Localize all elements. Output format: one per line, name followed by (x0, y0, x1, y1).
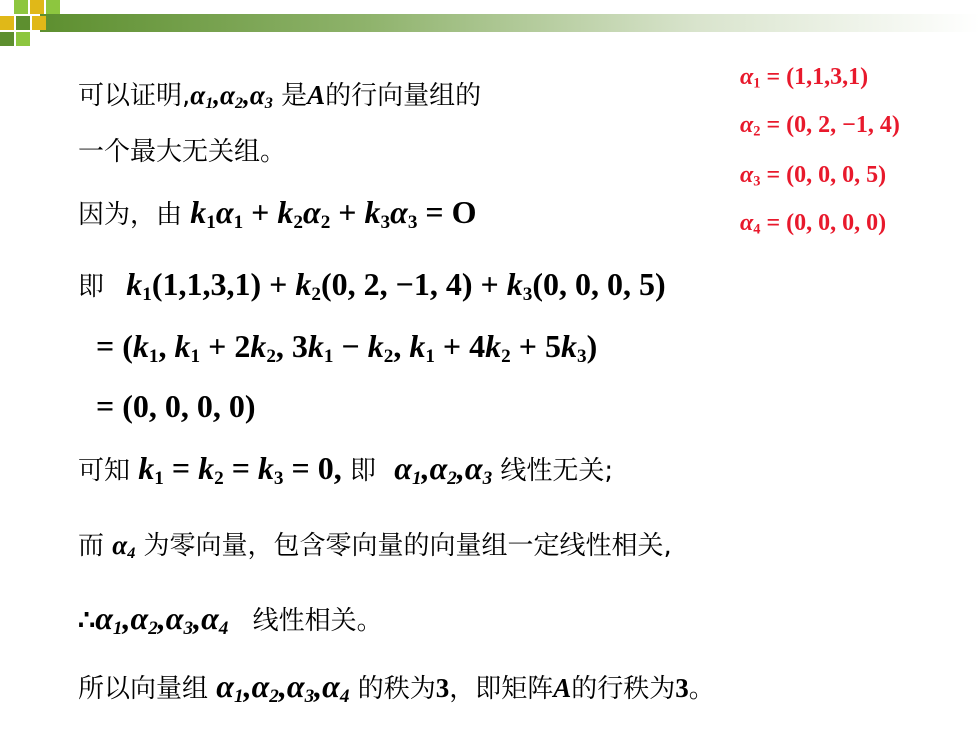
therefore-dependent-line: $\therefore\alpha_1,\alpha_2,\alpha_3,\alpha_4$ 线性相关。 (78, 600, 383, 639)
rank-conclusion-line: 所以向量组 $\alpha_1,\alpha_2,\alpha_3,\alpha_4$ 的秩为3，即矩阵A的行秩为3。 (78, 668, 715, 707)
reason-line: 因为，由 $k_1\alpha_1 + k_2\alpha_2 + k_3\alpha_3 = O$ (78, 194, 477, 233)
statement-line2: 一个最大无关组。 (78, 137, 287, 167)
vector-alpha4: $\alpha_4 = (0$, 0, 0, 0) (740, 210, 887, 238)
expansion-line: 即 $k_1(1,1,3,1) + k_2(0$, 2, −1, $4) + k_3(0$, 0, 0, 5) (78, 266, 666, 305)
combination-line: = ($k_1$, $k_1 + 2k_2$, $3k_1 - k_2$, $k_1 + 4k_2 + 5k_3$) (96, 328, 598, 367)
vector-alpha2: $\alpha_2 = (0$, 2, −1, 4) (740, 112, 900, 140)
vector-alpha1: $\alpha_1 = (1,1,3,1)$ (740, 64, 869, 92)
corner-square-icon (16, 16, 30, 30)
corner-square-icon (46, 0, 60, 14)
zero-vector-note-line: 而 $\alpha_4$ 为零向量，包含零向量的向量组一定线性相关, (78, 530, 672, 563)
corner-square-icon (32, 16, 46, 30)
header-gradient-bar (40, 14, 980, 32)
header-banner (0, 0, 980, 60)
corner-square-icon (0, 16, 14, 30)
corner-square-icon (0, 32, 14, 46)
corner-square-icon (30, 0, 44, 14)
zero-vector-line: = (0, 0, 0, 0) (96, 388, 256, 424)
corner-square-icon (14, 0, 28, 14)
vector-alpha3: $\alpha_3 = (0$, 0, 0, 5) (740, 162, 887, 190)
statement-line1: 可以证明$,\alpha_1,\alpha_2,\alpha_3$ 是A的行向量组的 (78, 80, 482, 113)
conclusion-independent-line: 可知 $k_1 = k_2 = k_3 = 0$, 即 $\alpha_1,\alpha_2,\alpha_3$ 线性无关; (78, 450, 614, 489)
corner-square-icon (16, 32, 30, 46)
